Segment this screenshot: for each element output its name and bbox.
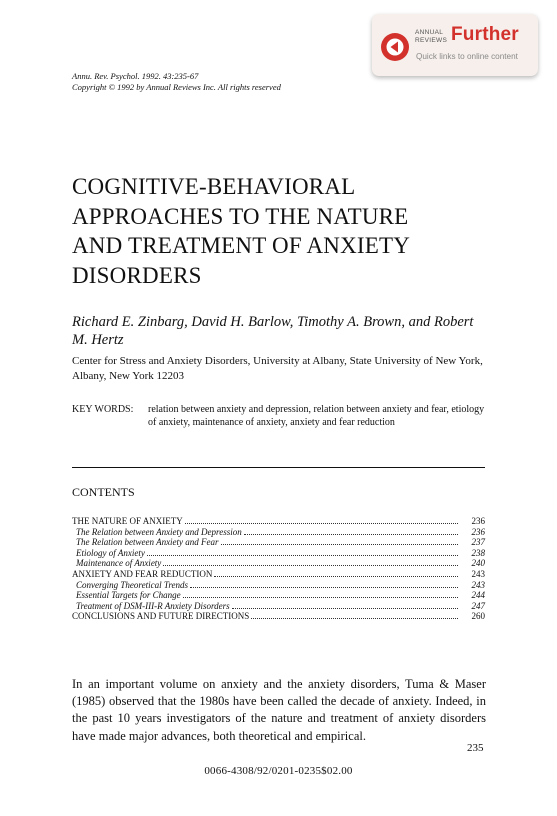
- intro-paragraph: In an important volume on anxiety and the anxiety disorders, Tuma & Maser (1985) observed that the 1980s have been called the decade of anxiety. Indeed, in the past 10 years investigators of the nature and treatment of anxiety disorders have made major advances, both theoretical and empirical.: [72, 677, 486, 743]
- title-line: AND TREATMENT OF ANXIETY: [72, 233, 411, 258]
- toc-entry-label: Maintenance of Anxiety: [76, 558, 162, 569]
- toc-entry[interactable]: [72, 516, 485, 527]
- annual-reviews-wordmark: [415, 29, 448, 45]
- annual-reviews-text: ANNUAL REVIEWS: [415, 29, 448, 44]
- toc-entry-label: ANXIETY AND FEAR REDUCTION: [72, 568, 213, 579]
- toc-entry-label: The Relation between Anxiety and Depression: [76, 526, 242, 537]
- author-affiliation: Center for Stress and Anxiety Disorders, University at Albany, State University of New York, Albany, New York 12203: [72, 355, 483, 382]
- contents-heading: CONTENTS: [72, 485, 135, 499]
- copyright-line: Copyright © 1992 by Annual Reviews Inc. All rights reserved: [72, 82, 281, 92]
- toc-entry-label: Essential Targets for Change: [76, 590, 181, 601]
- toc-entry-page: 236: [471, 516, 485, 526]
- toc-entry[interactable]: [72, 537, 485, 548]
- badge-tagline: Quick links to online content: [416, 52, 518, 61]
- keywords-label: KEY WORDS:: [72, 404, 134, 415]
- toc-leader-dots: [244, 534, 458, 535]
- toc-leader-dots: [185, 523, 458, 524]
- toc-entry-page: 244: [471, 590, 485, 601]
- toc-entry-page: 236: [471, 526, 485, 537]
- journal-citation: [72, 71, 281, 93]
- toc-entry-label: Etiology of Anxiety: [76, 547, 145, 558]
- toc-entry-page: 237: [471, 537, 485, 548]
- toc-entry-page: 240: [471, 558, 485, 569]
- toc-leader-dots: [214, 576, 458, 577]
- toc-entry[interactable]: [72, 590, 485, 601]
- toc-leader-dots: [221, 544, 458, 545]
- toc-entry-page: 260: [471, 611, 485, 622]
- further-wordmark: Further: [451, 24, 519, 45]
- author-list: Richard E. Zinbarg, David H. Barlow, Timothy A. Brown, and Robert M. Hertz: [72, 314, 474, 348]
- toc-entry-label: THE NATURE OF ANXIETY: [72, 516, 183, 526]
- toc-entry[interactable]: [72, 558, 485, 569]
- toc-entry[interactable]: [72, 601, 485, 612]
- toc-entry-page: 243: [471, 568, 485, 579]
- toc-entry-page: 247: [471, 600, 485, 611]
- title-line: DISORDERS: [72, 262, 202, 288]
- section-divider: [72, 467, 485, 468]
- article-title: [72, 172, 410, 290]
- table-of-contents: [72, 516, 485, 622]
- toc-entry-label: Treatment of DSM-III-R Anxiety Disorders: [76, 600, 230, 611]
- toc-leader-dots: [163, 565, 458, 566]
- toc-entry-page: 238: [471, 547, 485, 558]
- toc-entry[interactable]: [72, 611, 485, 622]
- toc-leader-dots: [183, 597, 458, 598]
- toc-leader-dots: [190, 587, 458, 588]
- toc-entry-label: Converging Theoretical Trends: [76, 579, 188, 590]
- toc-entry-label: CONCLUSIONS AND FUTURE DIRECTIONS: [72, 611, 250, 622]
- toc-entry[interactable]: [72, 548, 485, 559]
- article-code: 0066-4308/92/0201-0235$02.00: [204, 765, 353, 777]
- title-line: APPROACHES TO THE NATURE: [72, 203, 409, 229]
- toc-entry[interactable]: [72, 527, 485, 538]
- toc-entry-label: The Relation between Anxiety and Fear: [76, 537, 219, 548]
- toc-leader-dots: [147, 555, 458, 556]
- title-line: COGNITIVE-BEHAVIORAL: [72, 174, 356, 199]
- annual-reviews-logo-icon: [380, 32, 410, 62]
- toc-leader-dots: [232, 608, 458, 609]
- toc-leader-dots: [251, 618, 458, 619]
- citation-line-1: Annu. Rev. Psychol. 1992. 43:235-67: [72, 71, 199, 81]
- toc-entry-page: 243: [471, 579, 485, 590]
- page-number: 235: [467, 742, 484, 754]
- further-badge[interactable]: [372, 14, 538, 76]
- toc-entry[interactable]: [72, 569, 485, 580]
- toc-entry[interactable]: [72, 580, 485, 591]
- keywords-text: relation between anxiety and depression, relation between anxiety and fear, etiology of anxiety, maintenance of anxiety, anxiety and fear reduction: [148, 404, 485, 428]
